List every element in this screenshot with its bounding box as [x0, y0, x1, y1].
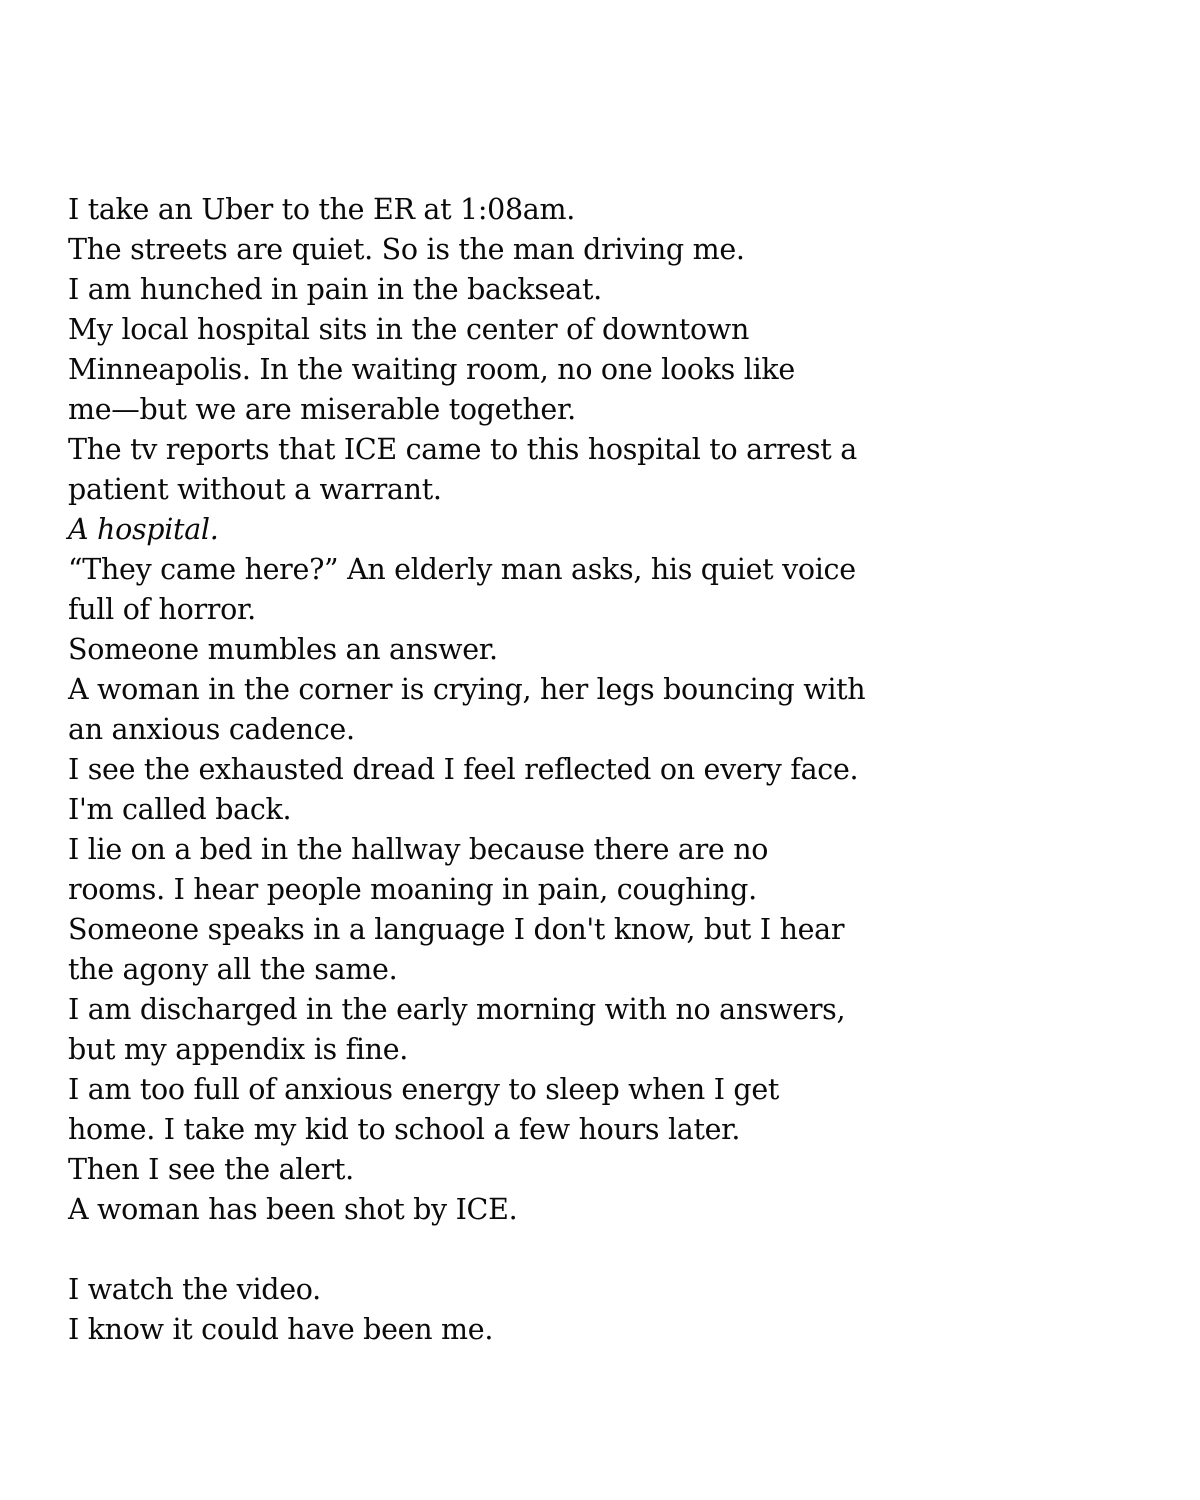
text-line: A woman in the corner is crying, her legs bouncing with: [68, 673, 866, 706]
text-line: Someone speaks in a language I don't know, but I hear: [68, 913, 845, 946]
text-line: me—but we are miserable together.: [68, 393, 576, 426]
text-line: A woman has been shot by ICE.: [68, 1193, 518, 1226]
text-line: I see the exhausted dread I feel reflected on every face.: [68, 753, 859, 786]
text-line: The tv reports that ICE came to this hospital to arrest a: [68, 433, 857, 466]
text-line: I take an Uber to the ER at 1:08am.: [68, 193, 575, 226]
text-line: Minneapolis. In the waiting room, no one looks like: [68, 353, 795, 386]
text-line: home. I take my kid to school a few hours later.: [68, 1113, 741, 1146]
text-line: an anxious cadence.: [68, 713, 355, 746]
text-line: “They came here?” An elderly man asks, his quiet voice: [68, 553, 856, 586]
text-line: the agony all the same.: [68, 953, 398, 986]
text-line: I lie on a bed in the hallway because there are no: [68, 833, 769, 866]
text-line: I watch the video.: [68, 1273, 321, 1306]
stanza-break: [68, 1230, 1128, 1270]
text-line: but my appendix is fine.: [68, 1033, 409, 1066]
poem-text: [68, 190, 1128, 1350]
text-line: full of horror.: [68, 593, 256, 626]
text-line-italic: A hospital.: [68, 513, 219, 546]
text-line: My local hospital sits in the center of downtown: [68, 313, 750, 346]
text-line: The streets are quiet. So is the man driving me.: [68, 233, 745, 266]
text-line: I am discharged in the early morning with no answers,: [68, 993, 846, 1026]
text-line: Then I see the alert.: [68, 1153, 354, 1186]
text-line: I know it could have been me.: [68, 1313, 494, 1346]
text-line: patient without a warrant.: [68, 473, 442, 506]
text-line: I am hunched in pain in the backseat.: [68, 273, 602, 306]
text-line: I am too full of anxious energy to sleep when I get: [68, 1073, 780, 1106]
text-line: rooms. I hear people moaning in pain, coughing.: [68, 873, 757, 906]
text-line: I'm called back.: [68, 793, 292, 826]
text-line: Someone mumbles an answer.: [68, 633, 498, 666]
